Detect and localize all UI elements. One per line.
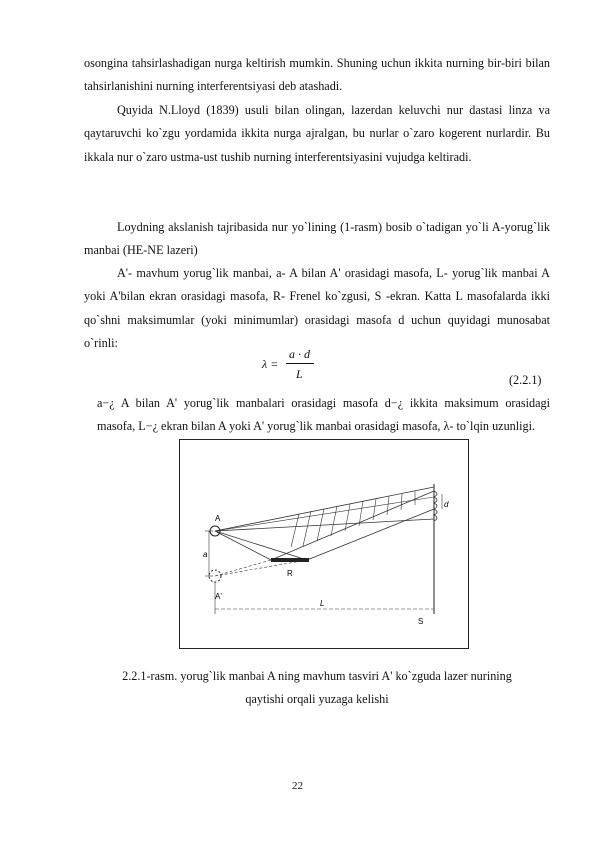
caption-line-2: qaytishi orqali yuzaga kelishi (245, 692, 389, 706)
caption-line-1: 2.2.1-rasm. yorug`lik manbai A ning mavhum tasviri A' ko`zguda lazer nurining (122, 669, 512, 683)
label-a: a (203, 550, 208, 559)
label-S: S (418, 617, 424, 626)
figure-caption (84, 665, 550, 711)
lloyd-mirror-figure (179, 439, 469, 649)
paragraph-lloyd-experiment: Loydning akslanish tajribasida nur yo`lining (1-rasm) bosib o`tadigan yo`li A-yorug`lik manbai (HE-NE lazeri) (84, 220, 550, 258)
equation-denominator: L (296, 367, 303, 381)
label-d: d (444, 500, 449, 509)
frenel-mirror (271, 558, 309, 562)
equation-lhs: λ = (262, 357, 279, 371)
equation-number: (2.2.1) (509, 373, 542, 387)
page-number: 22 (292, 780, 303, 792)
paragraph-lloyd-method: Quyida N.Lloyd (1839) usuli bilan olingan, lazerdan keluvchi nur dastasi linza va qaytaruvchi ko`zgu yordamida ikkita nurga ajralgan, bu nurlar o`zaro kogerent nurlardir. Bu ikkala nur o`zaro ustma-ust tushib nurning interferentsiyasini vujudga keltiradi. (84, 103, 550, 164)
lloyd-mirror-diagram (179, 439, 469, 649)
label-R: R (287, 569, 293, 578)
label-A: A (215, 514, 221, 523)
paragraph-intro: osongina tahsirlashadigan nurga keltirish mumkin. Shuning uchun ikkita nurning bir-biri bilan tahsirlanishini nurning interferentsiyasi deb atashadi. (84, 56, 550, 94)
fraction-bar (286, 363, 314, 364)
equation-numerator: a · d (289, 347, 310, 361)
label-A-prime: A' (215, 592, 222, 601)
paragraph-definitions: A'- mavhum yorug`lik manbai, a- A bilan A' orasidagi masofa, L- yorug`lik manbai A yoki A'bilan ekran orasidagi masofa, R- Frenel ko`zgusi, S -ekran. Katta L masofalarda ikki qo`shni maksimumlar (yoki minimumlar) orasidagi masofa d uchun quyidagi munosabat o`rinli: (84, 266, 550, 351)
label-L: L (320, 599, 325, 608)
paragraph-variables: a−¿ A bilan A' yorug`lik manbalari orasidagi masofa d−¿ ikkita maksimum orasidagi masofa, L−¿ ekran bilan A yoki A' yorug`lik manbai orasidagi masofa, λ- to`lqin uzunligi. (97, 396, 550, 434)
